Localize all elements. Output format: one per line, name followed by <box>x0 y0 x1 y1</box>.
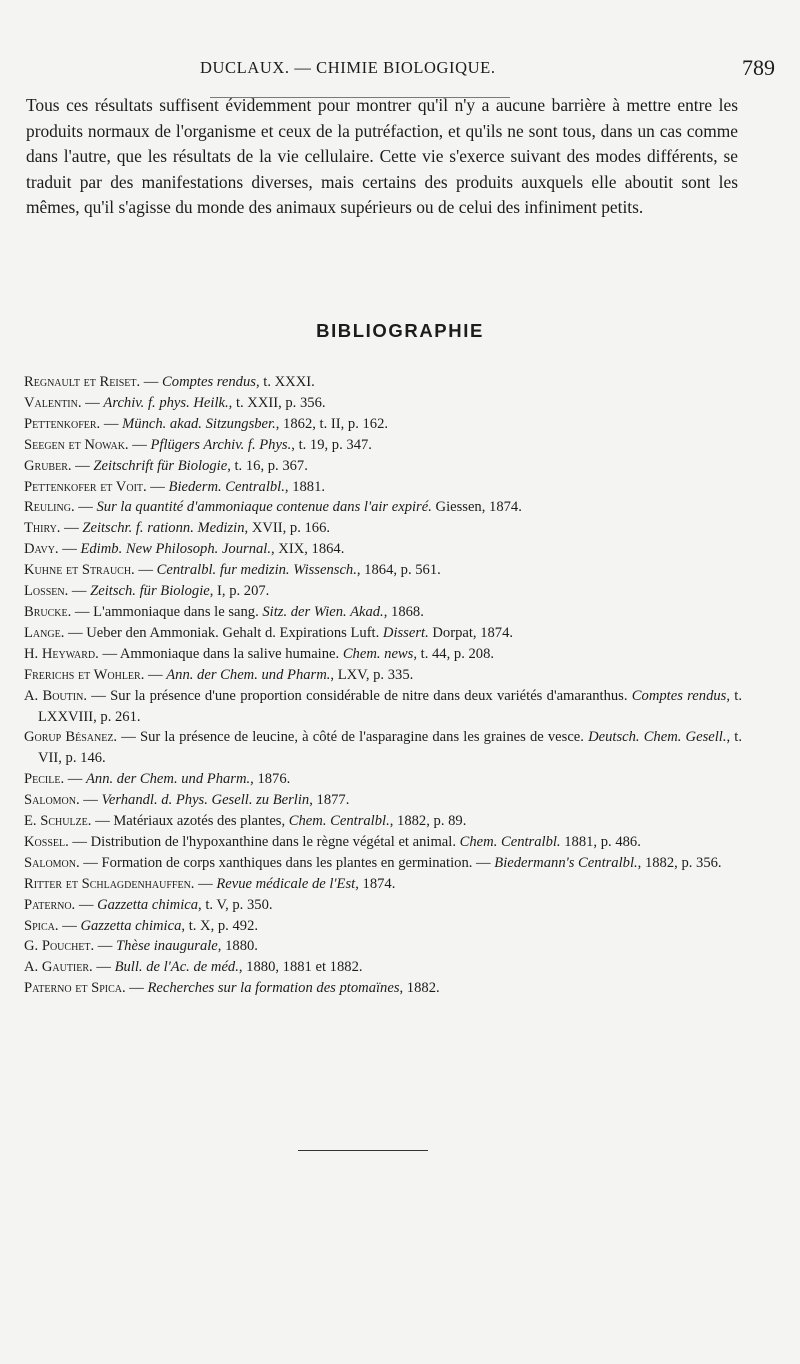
page-number: 789 <box>742 55 775 80</box>
entry-details: , 1877. <box>309 792 350 809</box>
entry-details: , 1882, p. 89. <box>389 813 467 830</box>
entry-details: , 1882, p. 356. <box>637 854 722 871</box>
entry-author: Lange. <box>24 624 65 641</box>
entry-author: Pettenkofer et Voit. <box>24 478 147 495</box>
bibliography-entry <box>24 811 742 832</box>
entry-title: Gazzetta chimica <box>80 917 182 934</box>
entry-title: Gazzetta chimica <box>97 896 199 913</box>
entry-author: A. Boutin. <box>24 687 87 704</box>
entry-text: — <box>81 394 104 411</box>
entry-author: Pettenkofer. <box>24 415 101 432</box>
entry-author: Pecile. <box>24 771 65 788</box>
entry-text: — <box>75 896 98 913</box>
entry-author: Paterno et Spica. <box>24 980 126 997</box>
bibliography-entry <box>24 916 742 937</box>
entry-title: Revue médicale de l'Est <box>216 875 356 892</box>
entry-title: Münch. akad. Sitzungsber. <box>122 415 276 432</box>
entry-author: Kuhne et Strauch. <box>24 562 135 579</box>
bibliography-entry <box>24 623 742 644</box>
entry-title: Pflügers Archiv. f. Phys. <box>150 436 292 453</box>
entry-title: Ann. der Chem. und Pharm. <box>166 666 331 683</box>
bibliography-entry <box>24 978 742 999</box>
entry-title: Zeitschrift für Biologie <box>93 457 228 474</box>
entry-details: , XVII, p. 166. <box>244 520 331 537</box>
entry-text: — <box>68 583 91 600</box>
bibliography-entry <box>24 665 742 686</box>
bibliography-entry <box>24 936 742 957</box>
bibliography-entry <box>24 581 742 602</box>
entry-title: Deutsch. Chem. Gesell. <box>588 729 727 746</box>
entry-author: Lossen. <box>24 583 69 600</box>
bibliography-entry <box>24 874 742 895</box>
entry-title: Ann. der Chem. und Pharm. <box>85 771 251 788</box>
bibliography-list <box>24 372 742 999</box>
entry-text: — <box>58 917 81 934</box>
entry-author: Thiry. <box>24 520 61 537</box>
entry-text: — L'ammoniaque dans le sang. <box>71 603 263 620</box>
entry-author: Gorup Bésanez. <box>24 729 118 746</box>
bibliography-entry <box>24 456 742 477</box>
entry-text: — <box>64 771 86 788</box>
entry-details: , t. V, p. 350. <box>198 896 273 913</box>
entry-author: Paterno. <box>24 896 76 913</box>
entry-details: , XIX, 1864. <box>271 541 345 558</box>
entry-author: Valentin. <box>24 394 82 411</box>
bibliography-entry <box>24 497 742 518</box>
entry-details: , 1880. <box>217 938 258 955</box>
entry-author: Salomon. <box>24 854 80 871</box>
entry-author: Gruber. <box>24 457 72 474</box>
bibliography-entry <box>24 853 742 874</box>
entry-author: Salomon. <box>24 792 80 809</box>
entry-details: 1881, p. 486. <box>560 833 641 850</box>
running-head: DUCLAUX. — CHIMIE BIOLOGIQUE. <box>200 58 496 77</box>
entry-text: — Distribution de l'hypoxanthine dans le règne végétal et animal. <box>68 833 460 850</box>
entry-details: , t. LXXVIII, p. 261. <box>38 687 743 725</box>
bibliography-entry <box>24 957 742 978</box>
entry-title: Bull. de l'Ac. de méd. <box>114 959 239 976</box>
bibliography-entry <box>24 539 742 560</box>
bibliography-entry <box>24 727 742 769</box>
entry-title: Comptes rendus <box>162 374 256 390</box>
entry-text: — <box>140 374 163 390</box>
entry-text: — <box>79 792 102 809</box>
bibliography-entry <box>24 477 742 498</box>
bibliography-entry <box>24 414 742 435</box>
entry-author: Frerichs et Wohler. <box>24 666 145 683</box>
entry-text: — <box>146 478 169 495</box>
entry-author: Kossel. <box>24 833 69 850</box>
entry-author: Davy. <box>24 541 59 558</box>
entry-author: Ritter et Schlagdenhauffen. <box>24 875 195 892</box>
end-rule <box>298 1150 428 1151</box>
entry-details: , t. 16, p. 367. <box>227 457 308 474</box>
entry-author: G. Pouchet. <box>24 938 95 955</box>
entry-details: , t. 44, p. 208. <box>413 645 495 662</box>
entry-author: Spica. <box>24 917 59 934</box>
entry-author: E. Schulze. <box>24 813 92 830</box>
bibliography-entry <box>24 602 742 623</box>
bibliography-entry <box>24 895 742 916</box>
entry-title: Sur la quantité d'ammoniaque contenue dans l'air expiré. <box>96 499 432 516</box>
entry-details: , 1868. <box>383 603 424 620</box>
entry-title: Verhandl. d. Phys. Gesell. zu Berlin <box>101 792 310 809</box>
entry-text: — <box>128 436 151 453</box>
entry-details: , 1874. <box>355 875 396 892</box>
entry-details: , t. VII, p. 146. <box>38 729 742 767</box>
entry-title: Edimb. New Philosoph. Journal. <box>80 541 271 558</box>
entry-text: — <box>134 562 157 579</box>
entry-text: — <box>60 520 83 537</box>
entry-title: Sitz. der Wien. Akad. <box>262 603 384 620</box>
bibliography-entry <box>24 560 742 581</box>
entry-author: Regnault et Reiset. <box>24 374 141 390</box>
entry-text: — <box>92 959 115 976</box>
entry-title: Centralbl. fur medizin. Wissensch. <box>156 562 357 579</box>
entry-details: , t. XXII, p. 356. <box>228 394 326 411</box>
entry-details: , 1864, p. 561. <box>356 562 441 579</box>
bibliography-entry <box>24 393 742 414</box>
entry-title: Thèse inaugurale <box>116 938 218 955</box>
entry-author: Brucke. <box>24 603 72 620</box>
entry-text: — Sur la présence d'une proportion considérable de nitre dans deux variétés d'amaranthus. <box>86 687 632 704</box>
entry-text: — Matériaux azotés des plantes, <box>91 813 289 830</box>
entry-text: — <box>74 499 97 516</box>
entry-author: Seegen et Nowak. <box>24 436 129 453</box>
entry-text: — <box>58 541 81 558</box>
bibliography-entry <box>24 518 742 539</box>
bibliography-entry <box>24 832 742 853</box>
entry-text: — Formation de corps xanthiques dans les plantes en germination. — <box>79 854 495 871</box>
entry-author: A. Gautier. <box>24 959 93 976</box>
entry-title: Chem. news <box>342 645 414 662</box>
entry-details: , t. XXXI. <box>255 374 315 390</box>
entry-title: Zeitsch. für Biologie <box>90 583 210 600</box>
body-paragraph: Tous ces résultats suffisent évidemment pour montrer qu'il n'y a aucune barrière à mettre entre les produits normaux de l'organisme et ceux de la putréfaction, et qu'ils ne sont tous, dans un cas comme dans l'autre, que les résultats de la vie cellulaire. Cette vie s'exerce suivant des modes différents, se traduit par des manifestations diverses, mais certains des produits auxquels elle aboutit sont les mêmes, qu'il s'agisse du monde des animaux supérieurs ou de celui des infiniment petits. <box>26 95 738 218</box>
entry-details: Dorpat, 1874. <box>428 624 514 641</box>
entry-title: Archiv. f. phys. Heilk. <box>103 394 229 411</box>
entry-details: , 1862, t. II, p. 162. <box>275 415 389 432</box>
entry-title: Comptes rendus <box>631 687 727 704</box>
bibliography-entry <box>24 435 742 456</box>
bibliography-entry <box>24 644 742 665</box>
entry-details: , 1882. <box>399 980 440 997</box>
bibliography-entry <box>24 769 742 790</box>
entry-details: , t. X, p. 492. <box>181 917 259 934</box>
entry-text: — <box>100 415 123 432</box>
entry-details: , t. 19, p. 347. <box>291 436 372 453</box>
entry-details: , 1881. <box>284 478 326 495</box>
entry-text: — Sur la présence de leucine, à côté de l'asparagine dans les graines de vesce. <box>117 729 589 746</box>
entry-text: — <box>71 457 94 474</box>
entry-text: — Ammoniaque dans la salive humaine. <box>98 645 343 662</box>
entry-title: Biederm. Centralbl. <box>168 478 285 495</box>
bibliography-entry <box>24 790 742 811</box>
entry-author: H. Heyward. <box>24 645 99 662</box>
entry-title: Dissert. <box>382 624 429 641</box>
entry-details: , LXV, p. 335. <box>330 666 414 683</box>
entry-text: — <box>94 938 117 955</box>
entry-title: Biedermann's Centralbl. <box>494 854 638 871</box>
bibliography-entry <box>24 686 742 728</box>
entry-title: Chem. Centralbl. <box>288 813 390 830</box>
entry-title: Chem. Centralbl. <box>459 833 561 850</box>
page-header <box>0 55 800 84</box>
entry-author: Reuling. <box>24 499 75 516</box>
entry-details: , 1876. <box>250 771 291 788</box>
entry-details: , 1880, 1881 et 1882. <box>238 959 363 976</box>
entry-text: — Ueber den Ammoniak. Gehalt d. Expirations Luft. <box>64 624 383 641</box>
bibliography-heading: BIBLIOGRAPHIE <box>316 320 484 341</box>
bibliography-entry <box>24 372 742 393</box>
entry-details: Giessen, 1874. <box>431 499 522 516</box>
entry-title: Recherches sur la formation des ptomaïnes <box>147 980 400 997</box>
entry-details: , I, p. 207. <box>209 583 270 600</box>
entry-text: — <box>125 980 148 997</box>
entry-text: — <box>144 666 167 683</box>
entry-title: Zeitschr. f. rationn. Medizin <box>82 520 245 537</box>
entry-text: — <box>194 875 217 892</box>
